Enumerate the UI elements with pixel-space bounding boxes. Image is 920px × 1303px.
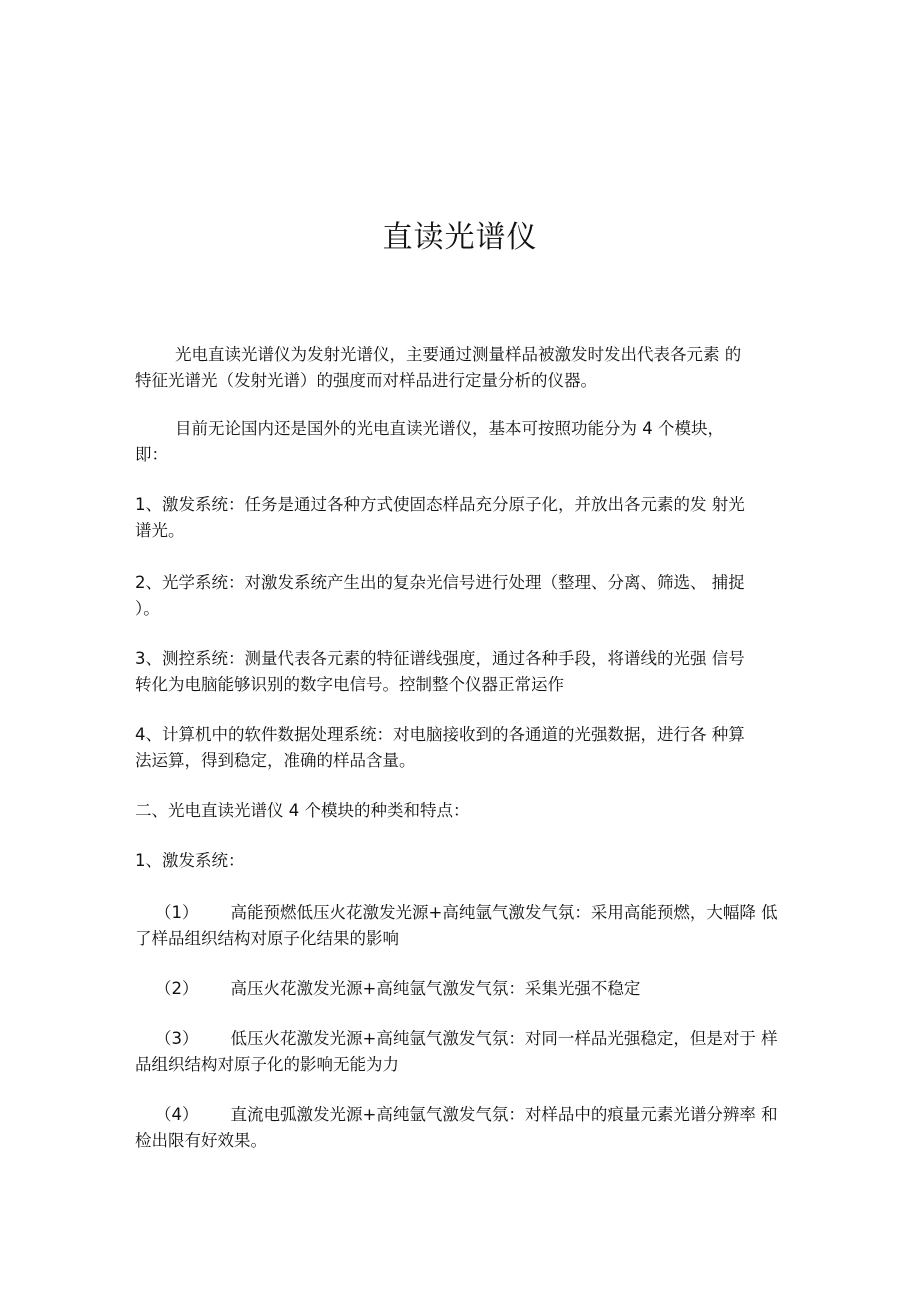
intro-paragraph	[135, 342, 785, 394]
sub-item-3-line-2: 品组织结构对原子化的影响无能为力	[135, 1055, 399, 1074]
list-item	[135, 722, 785, 774]
modules-intro-line-2: 即：	[135, 445, 168, 464]
intro-line-1: 光电直读光谱仪为发射光谱仪，主要通过测量样品被激发时发出代表各元素 的	[175, 345, 742, 364]
sub-item-1-line-2: 了样品组织结构对原子化结果的影响	[135, 929, 399, 948]
sub-item-2-line-1: 高压火花激发光源+高纯氩气激发气氛：采集光强不稳定	[230, 979, 641, 998]
item-2-line-2: ）。	[135, 599, 160, 618]
sub-item-number: （2）	[155, 979, 199, 998]
sub-item-4-line-1: 直流电弧激发光源+高纯氩气激发气氛：对样品中的痕量元素光谱分辨率 和	[230, 1105, 778, 1124]
item-3-line-2: 转化为电脑能够识别的数字电信号。控制整个仪器正常运作	[135, 675, 564, 694]
sub-item	[135, 1026, 785, 1078]
intro-line-2: 特征光谱光（发射光谱）的强度而对样品进行定量分析的仪器。	[135, 371, 597, 390]
sub-item-4-line-2: 检出限有好效果。	[135, 1131, 267, 1150]
item-4-line-1: 4、计算机中的软件数据处理系统：对电脑接收到的各通道的光强数据，进行各 种算	[135, 725, 745, 744]
item-2-line-1: 2、光学系统：对激发系统产生出的复杂光信号进行处理（整理、分离、筛选、 捕捉	[135, 573, 745, 592]
subsection-1-heading: 1、激发系统：	[135, 851, 245, 870]
section-2-heading: 二、光电直读光谱仪 4 个模块的种类和特点：	[135, 801, 470, 820]
sub-item	[135, 1102, 785, 1154]
page-title: 直读光谱仪	[382, 220, 538, 255]
item-4-line-2: 法运算，得到稳定，准确的样品含量。	[135, 751, 416, 770]
sub-item-1-line-1: 高能预燃低压火花激发光源+高纯氩气激发气氛：采用高能预燃，大幅降 低	[230, 903, 778, 922]
sub-item-3-line-1: 低压火花激发光源+高纯氩气激发气氛：对同一样品光强稳定，但是对于 样	[230, 1029, 778, 1048]
item-1-line-1: 1、激发系统：任务是通过各种方式使固态样品充分原子化，并放出各元素的发 射光	[135, 495, 745, 514]
list-item	[135, 570, 785, 622]
list-item	[135, 492, 785, 544]
item-1-line-2: 谱光。	[135, 521, 185, 540]
sub-item-number: （1）	[155, 903, 199, 922]
item-3-line-1: 3、测控系统：测量代表各元素的特征谱线强度，通过各种手段，将谱线的光强 信号	[135, 649, 745, 668]
sub-item	[135, 976, 785, 1002]
sub-item	[135, 900, 785, 952]
modules-intro-line-1: 目前无论国内还是国外的光电直读光谱仪，基本可按照功能分为 4 个模块，	[175, 419, 724, 438]
sub-item-number: （4）	[155, 1105, 199, 1124]
sub-item-number: （3）	[155, 1029, 199, 1048]
modules-intro-paragraph	[135, 416, 785, 468]
list-item	[135, 646, 785, 698]
